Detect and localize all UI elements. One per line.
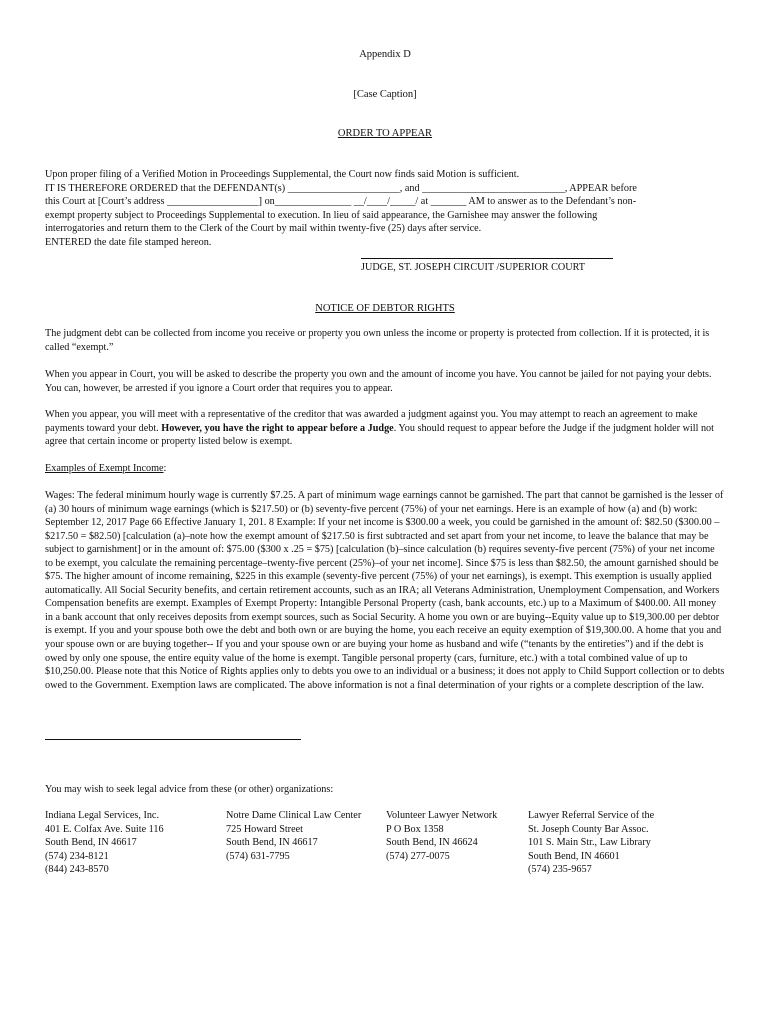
order-line: this Court at [Court’s address __________________] on_______________ __/____/_____/ at _______ AM to answer as to the Defendant’s non- [45, 196, 637, 208]
org-line: South Bend, IN 46624 [386, 837, 478, 849]
org-line: South Bend, IN 46601 [528, 850, 620, 862]
notice-para-3 [45, 408, 725, 449]
org-line: South Bend, IN 46617 [226, 837, 318, 849]
organizations-intro: You may wish to seek legal advice from these (or other) organizations: [45, 784, 334, 795]
right-to-judge-text: However, you have the right to appear before a Judge [161, 422, 394, 434]
order-line: interrogatories and return them to the Clerk of the Court by mail within twenty-five (25) days after service. [45, 223, 482, 235]
notice-para-2: When you appear in Court, you will be asked to describe the property you own and the amount of income you have. You cannot be jailed for not paying your debts. You can, however, be arrested if you ignore a Court order that requires you to appear. [45, 369, 712, 394]
org-line: Indiana Legal Services, Inc. [45, 810, 159, 821]
notice-para-3-start: When you appear, you will meet with a representative of the creditor that was awarded a judgment against you. You may attempt to reach an agreement to make payments toward your debt. [45, 409, 698, 434]
case-caption: [Case Caption] [353, 89, 417, 100]
org-line: 725 Howard Street [226, 823, 303, 835]
org-line: (574) 277-0075 [386, 850, 450, 862]
wages-paragraph: Wages: The federal minimum hourly wage is currently $7.25. A part of minimum wage earnings cannot be garnished. The part that cannot be garnished is the lesser of (a) 30 hours of minimum wage earnings (which is $217.50) or (b) seventy-five percent (75%) of your net earnings. Here is an example of how (a) and (b) work: September 12, 2017 Page 66 Effective January 1, 201. 8 Example: If your net income is $300.00 a week, you could be garnished in the amount of: $82.50 ($300.00 – $217.50 = $82.50) [calculation (a)–note how the exempt amount of $217.50 is first subtracted and set apart from your net income, to leave the balance that may be subject to garnishment] or in the amount of: $75.00 ($300 x .25 = $75) [calculation (b)–since calculation (b) requires seventy-five percent (75%) of your net income to be exempt, you calculate the remaining percentage–twenty-five percent (25%)–of your net income]. Since $75 is less than $82.50, the amount garnished should be $75. The higher amount of income remaining, $225 in this example (seventy-five percent (75%) of your net earnings), is exempt. This exemption is usually applied automatically. All Social Security benefits, and certain retirement accounts, such as an IRA; all Veterans Administration, Unemployment Compensation, and Workers Compensation benefits are exempt. Examples of Exempt Property: Intangible Personal Property (cash, bank accounts, etc.) up to a Maximum of $400.00. All money in a bank account that only receives deposits from exempt sources, such as Social Security. A home you own or are buying--Equity value up to $19,300.00 per debtor is exempt. If you and your spouse both owe the debt and both own or are buying the home, you each receive an equity exemption of $19,300.00. A home that you and your spouse own or are buying together-- If you and your spouse own or are buying your home as husband and wife (“tenants by the entireties”) and if the debt is owed by only one spouse, the entire equity value of the home is exempt. Tangible personal property (cars, furniture, etc.) with a total combined value of up to $10,250.00. Please note that this Notice of Rights applies only to debts you owe to an individual or a business; it does not apply to Child Support collection or to debts owed to the Government. Exemption laws are complicated. The above information is not a final determination of your rights or a complete description of the law. [45, 490, 725, 691]
notice-title: NOTICE OF DEBTOR RIGHTS [315, 303, 455, 314]
order-line: ENTERED the date file stamped hereon. [45, 236, 212, 248]
order-line: exempt property subject to Proceedings Supplemental to execution. In lieu of said appearance, the Garnishee may answer the following [45, 209, 598, 221]
org-line: (574) 234-8121 [45, 850, 109, 862]
org-indiana-legal-services [45, 809, 164, 877]
order-title: ORDER TO APPEAR [337, 128, 433, 139]
org-line: South Bend, IN 46617 [45, 837, 137, 849]
order-line: IT IS THEREFORE ORDERED that the DEFENDANT(s) ______________________, and ____________________________, APPEAR before [45, 182, 637, 194]
org-line: St. Joseph County Bar Assoc. [528, 823, 649, 835]
order-body [45, 168, 725, 250]
divider-line [45, 739, 301, 740]
signature-line [361, 258, 613, 259]
org-lawyer-referral-service [528, 809, 654, 877]
org-volunteer-lawyer-network [386, 809, 497, 863]
examples-heading-colon: : [163, 463, 167, 474]
examples-heading-row [45, 462, 725, 476]
org-line: 101 S. Main Str., Law Library [528, 837, 651, 849]
org-line: Notre Dame Clinical Law Center [226, 810, 362, 821]
org-line: Lawyer Referral Service of the [528, 810, 655, 821]
order-line: Upon proper filing of a Verified Motion in Proceedings Supplemental, the Court now finds said Motion is sufficient. [45, 169, 520, 180]
org-notre-dame-clinic [226, 809, 361, 863]
org-line: (844) 243-8570 [45, 864, 109, 876]
org-line: P O Box 1358 [386, 823, 444, 835]
org-line: Volunteer Lawyer Network [386, 810, 498, 821]
notice-para-3-end: . You should request to appear before the Judge if the judgment holder will not agree that certain income or property listed below is exempt. [45, 422, 714, 448]
judge-label: JUDGE, ST. JOSEPH CIRCUIT /SUPERIOR COURT [361, 262, 586, 273]
org-line: 401 E. Colfax Ave. Suite 116 [45, 823, 164, 835]
org-line: (574) 235-9657 [528, 864, 592, 876]
notice-para-1: The judgment debt can be collected from income you receive or property you own unless the income or property is protected from collection. If it is protected, it is called “exempt.” [45, 328, 710, 353]
appendix-label: Appendix D [359, 49, 411, 60]
examples-heading: Examples of Exempt Income [45, 463, 164, 474]
org-line: (574) 631-7795 [226, 850, 290, 862]
